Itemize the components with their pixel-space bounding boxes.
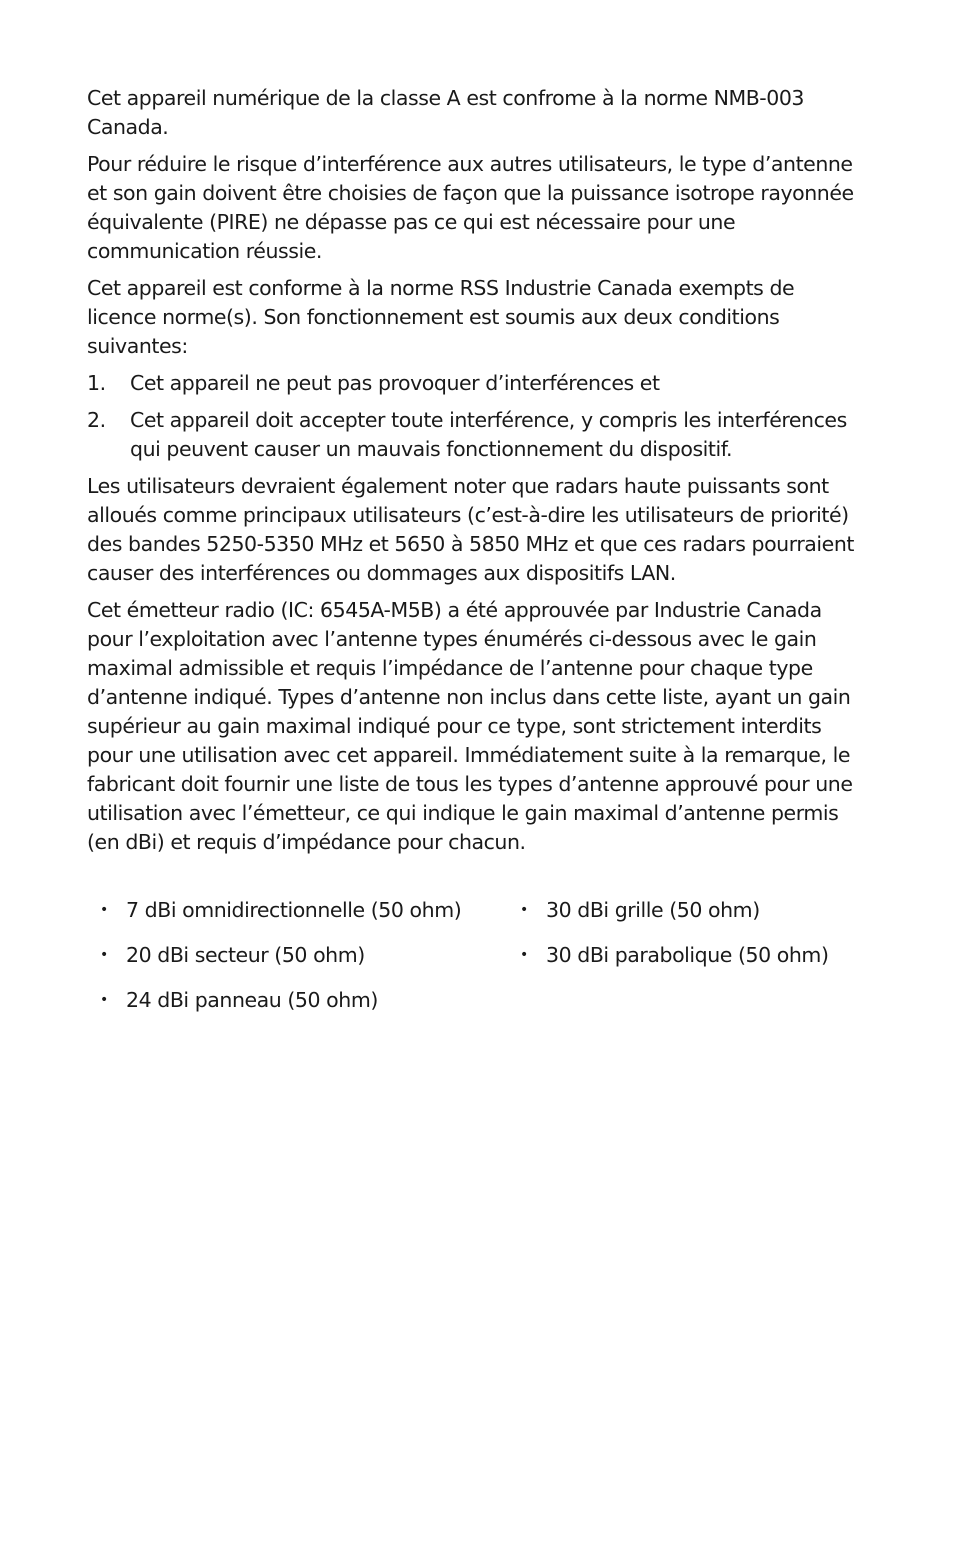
list-item (87, 895, 507, 925)
antenna-item-text: 7 dBi omnidirectionnelle (50 ohm) (126, 898, 462, 922)
bullet-icon: • (100, 902, 108, 918)
bullet-icon: • (520, 947, 528, 963)
list-item (507, 895, 867, 925)
bullet-icon: • (520, 902, 528, 918)
paragraph-class-a-compliance: Cet appareil numérique de la classe A est confrome à la norme NMB-003 Canada. (87, 86, 805, 139)
condition-item (87, 369, 867, 398)
bullet-icon: • (100, 947, 108, 963)
list-item (87, 985, 507, 1015)
document-page (87, 84, 867, 1031)
condition-number: 1. (87, 371, 106, 395)
list-item (507, 940, 867, 970)
condition-text: Cet appareil doit accepter toute interférence, y compris les interférences qui peuvent causer un mauvais fonctionnement du dispositif. (130, 408, 847, 461)
paragraph-rss-conformity: Cet appareil est conforme à la norme RSS Industrie Canada exempts de licence norme(s). Son fonctionnement est soumis aux deux conditions suivantes: (87, 276, 795, 358)
condition-number: 2. (87, 408, 106, 432)
condition-item (87, 406, 867, 464)
paragraph-transmitter-approval: Cet émetteur radio (IC: 6545A-M5B) a été approuvée par Industrie Canada pour l’exploitation avec l’antenne types énumérés ci-dessous avec le gain maximal admissible et requis l’impédance de l’antenne pour chaque type d’antenne indiqué. Types d’antenne non inclus dans cette liste, ayant un gain supérieur au gain maximal indiqué pour ce type, sont strictement interdits pour une utilisation avec cet appareil. Immédiatement suite à la remarque, le fabricant doit fournir une liste de tous les types d’antenne approuvé pour une utilisation avec l’émetteur, ce qui indique le gain maximal d’antenne permis (en dBi) et requis d’impédance pour chacun. (87, 598, 853, 854)
bullet-icon: • (100, 992, 108, 1008)
condition-text: Cet appareil ne peut pas provoquer d’interférences et (130, 371, 660, 395)
paragraph-radar-notice: Les utilisateurs devraient également noter que radars haute puissants sont alloués comme principaux utilisateurs (c’est-à-dire les utilisateurs de priorité) des bandes 5250-5350 MHz et 5650 à 5850 MHz et que ces radars pourraient causer des interférences ou dommages aux dispositifs LAN. (87, 474, 854, 585)
conditions-list (87, 369, 867, 464)
antenna-item-text: 30 dBi parabolique (50 ohm) (546, 943, 829, 967)
antenna-item-text: 20 dBi secteur (50 ohm) (126, 943, 365, 967)
paragraph-interference-risk: Pour réduire le risque d’interférence aux autres utilisateurs, le type d’antenne et son gain doivent être choisies de façon que la puissance isotrope rayonnée équivalente (PIRE) ne dépasse pas ce qui est nécessaire pour une communication réussie. (87, 152, 854, 263)
list-item (87, 940, 507, 970)
antenna-types-list (87, 895, 867, 1015)
antenna-item-text: 24 dBi panneau (50 ohm) (126, 988, 378, 1012)
antenna-item-text: 30 dBi grille (50 ohm) (546, 898, 760, 922)
